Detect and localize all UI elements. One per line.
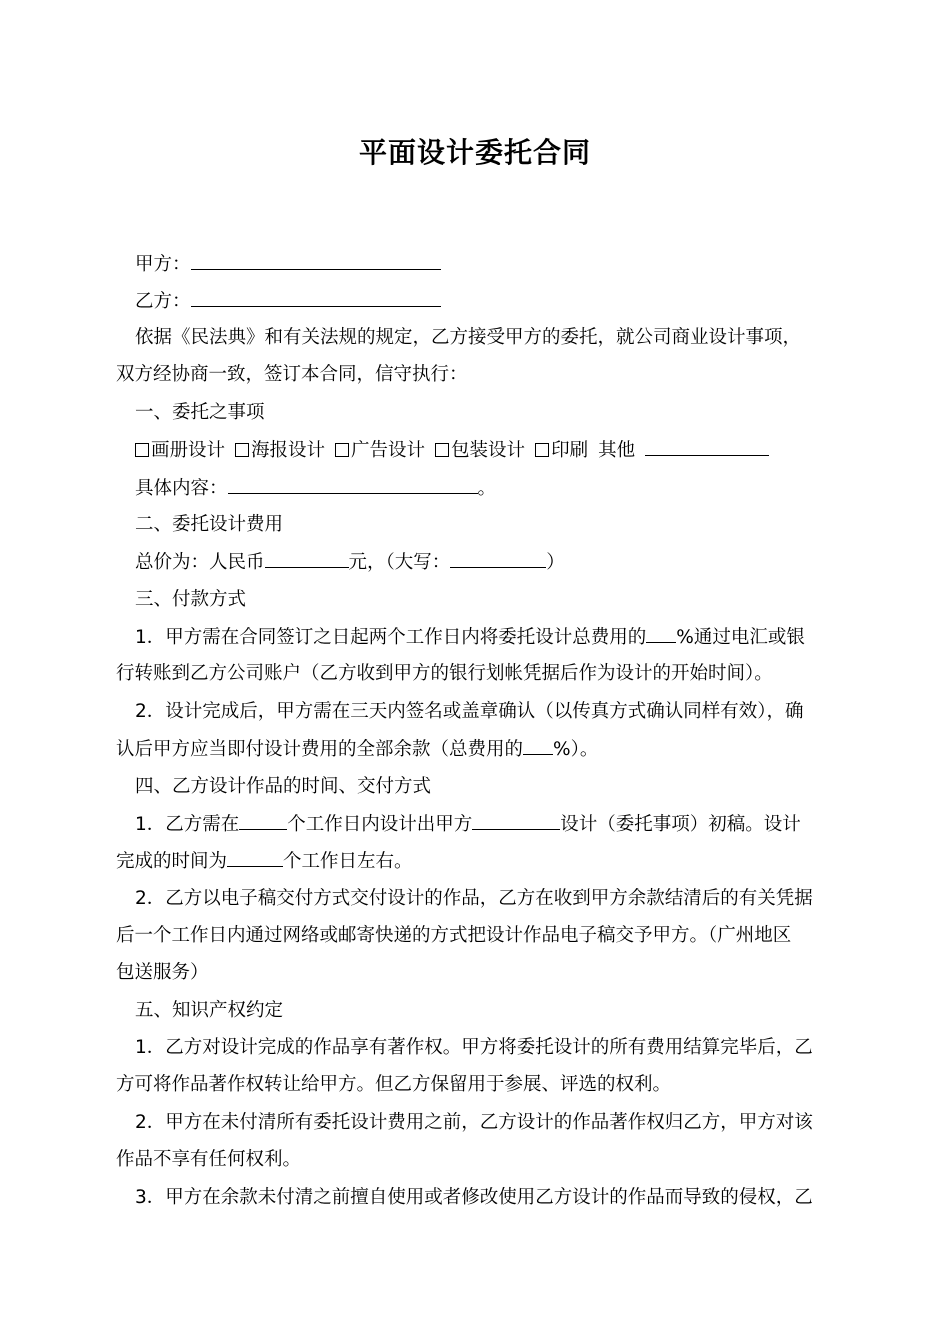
text: 个工作日内设计出甲方 — [287, 814, 473, 835]
payment-1-line-2: 行转账到乙方公司账户（乙方收到甲方的银行划帐凭据后作为设计的开始时间）。 — [116, 663, 773, 684]
delivery-1-line-2 — [116, 848, 413, 875]
party-b-label: 乙方： — [135, 291, 191, 312]
section-3-heading: 三、付款方式 — [135, 589, 247, 610]
text: 个工作日左右。 — [283, 851, 413, 872]
checkbox-icon — [235, 443, 249, 457]
ip-1-line-2: 方可将作品著作权转让给甲方。但乙方保留用于参展、评选的权利。 — [116, 1074, 672, 1095]
payment-2-line-2 — [116, 736, 598, 763]
percent-blank — [646, 624, 676, 643]
price-uppercase-blank — [450, 549, 546, 568]
option-printing — [535, 440, 588, 461]
content-label: 具体内容： — [135, 478, 228, 499]
ip-2-line-1: 2．甲方在未付清所有委托设计费用之前，乙方设计的作品著作权归乙方，甲方对该 — [135, 1112, 813, 1133]
text: %）。 — [553, 739, 599, 760]
price-amount-blank — [265, 549, 349, 568]
text: %通过电汇或银 — [676, 627, 805, 648]
section-4-heading: 四、乙方设计作品的时间、交付方式 — [135, 776, 432, 797]
text: 1．甲方需在合同签订之日起两个工作日内将委托设计总费用的 — [135, 627, 647, 648]
option-label: 广告设计 — [351, 440, 426, 461]
text: 完成的时间为 — [116, 851, 228, 872]
text: 1．乙方需在 — [135, 814, 240, 835]
intro-line-2: 双方经协商一致，签订本合同，信守执行： — [116, 364, 468, 385]
delivery-2-line-2: 后一个工作日内通过网络或邮寄快递的方式把设计作品电子稿交予甲方。（广州地区 — [116, 925, 792, 946]
section-2-heading: 二、委托设计费用 — [135, 514, 284, 535]
price-uppercase-label: 元，（大写： — [348, 552, 451, 573]
option-packaging — [435, 440, 525, 461]
text: 认后甲方应当即付设计费用的全部余款（总费用的 — [116, 739, 524, 760]
price-close: ） — [546, 552, 565, 573]
option-poster — [235, 440, 325, 461]
option-label: 画册设计 — [151, 440, 226, 461]
option-advertising — [335, 440, 425, 461]
option-brochure — [135, 440, 225, 461]
other-blank — [645, 437, 769, 456]
checkbox-icon — [535, 443, 549, 457]
text: 设计（委托事项）初稿。设计 — [560, 814, 801, 835]
option-label: 海报设计 — [251, 440, 326, 461]
content-line — [135, 475, 496, 502]
content-blank — [228, 475, 478, 494]
option-label: 印刷 — [551, 440, 589, 461]
content-end: 。 — [477, 478, 497, 499]
checkbox-icon — [135, 443, 149, 457]
project-blank — [472, 811, 560, 830]
delivery-1-line-1 — [135, 811, 801, 838]
section-5-heading: 五、知识产权约定 — [135, 1000, 284, 1021]
days-blank — [227, 848, 283, 867]
party-b-blank — [191, 288, 441, 307]
party-a-label: 甲方： — [135, 254, 191, 275]
option-label: 包装设计 — [451, 440, 526, 461]
section-1-heading: 一、委托之事项 — [135, 402, 265, 423]
price-line — [135, 549, 565, 576]
ip-1-line-1: 1．乙方对设计完成的作品享有著作权。甲方将委托设计的所有费用结算完毕后，乙 — [135, 1037, 813, 1058]
document-title: 平面设计委托合同 — [358, 136, 591, 169]
checkbox-icon — [335, 443, 349, 457]
party-b-line — [135, 288, 441, 315]
payment-1-line-1 — [135, 624, 805, 651]
days-blank — [239, 811, 287, 830]
delivery-2-line-1: 2．乙方以电子稿交付方式交付设计的作品，乙方在收到甲方余款结清后的有关凭据 — [135, 888, 813, 909]
delivery-2-line-3: 包送服务） — [116, 962, 209, 983]
party-a-blank — [191, 251, 441, 270]
intro-line-1: 依据《民法典》和有关法规的规定，乙方接受甲方的委托，就公司商业设计事项， — [135, 327, 802, 348]
options-line — [135, 437, 769, 464]
checkbox-icon — [435, 443, 449, 457]
party-a-line — [135, 251, 441, 278]
price-label: 总价为：人民币 — [135, 552, 265, 573]
percent-blank — [523, 736, 553, 755]
payment-2-line-1: 2．设计完成后，甲方需在三天内签名或盖章确认（以传真方式确认同样有效），确 — [135, 701, 804, 722]
other-label: 其他 — [598, 440, 636, 461]
ip-2-line-2: 作品不享有任何权利。 — [116, 1149, 302, 1170]
ip-3-line-1: 3．甲方在余款未付清之前擅自使用或者修改使用乙方设计的作品而导致的侵权，乙 — [135, 1187, 813, 1208]
